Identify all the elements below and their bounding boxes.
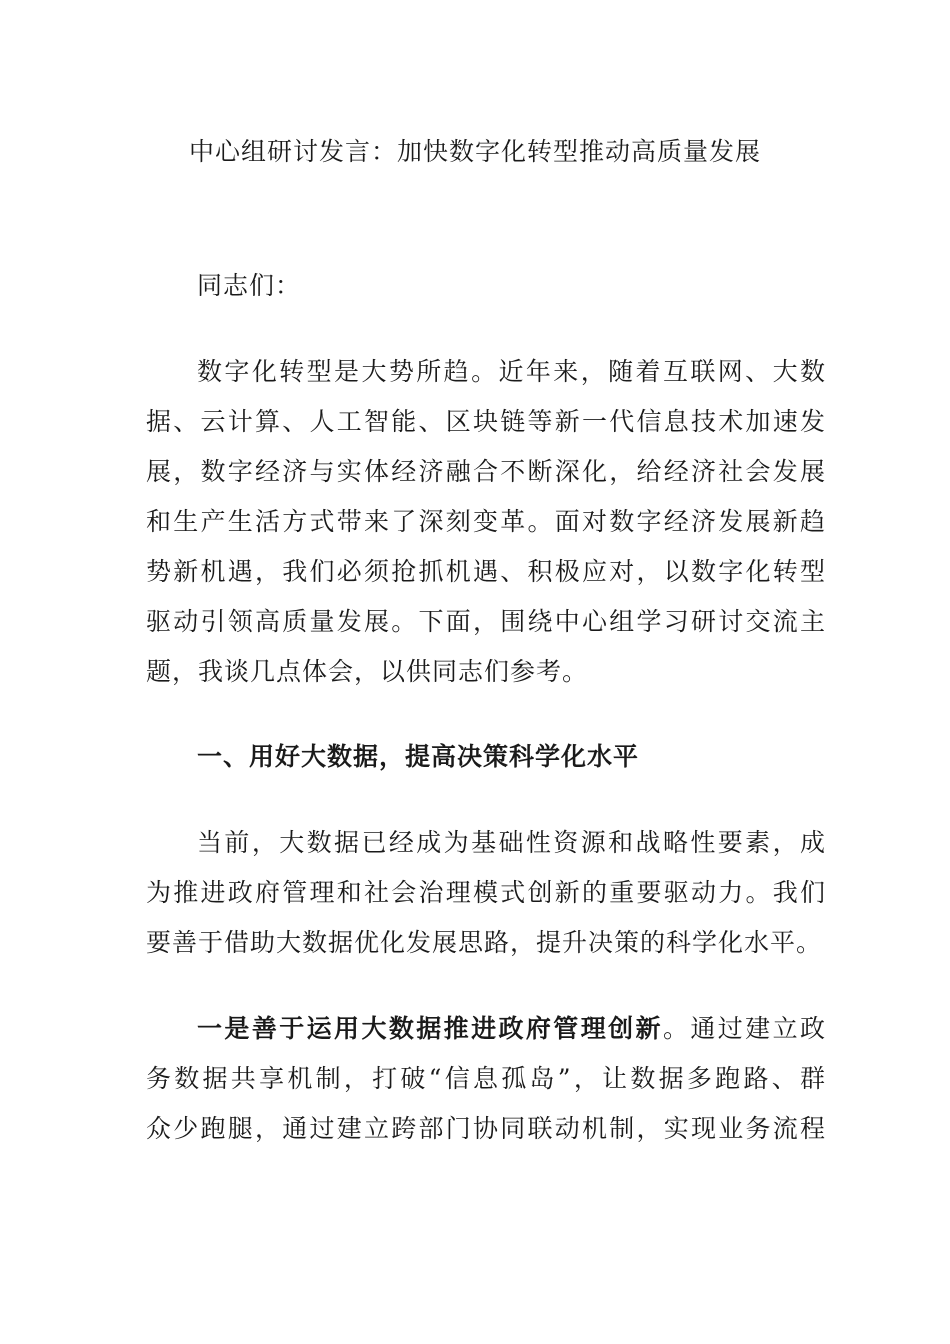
paragraph-line	[146, 1004, 826, 1054]
paragraph-line: 众少跑腿，通过建立跨部门协同联动机制，实现业务流程	[146, 1114, 826, 1143]
paragraph-line: 展，数字经济与实体经济融合不断深化，给经济社会发展	[146, 457, 826, 486]
paragraph-line: 驱动引领高质量发展。下面，围绕中心组学习研讨交流主	[146, 607, 826, 636]
salutation: 同志们：	[197, 271, 302, 300]
section-heading: 一、用好大数据，提高决策科学化水平	[197, 742, 640, 771]
paragraph-line: 题，我谈几点体会，以供同志们参考。	[146, 657, 589, 686]
paragraph-line: 当前，大数据已经成为基础性资源和战略性要素，成	[197, 828, 826, 857]
paragraph-line: 数字化转型是大势所趋。近年来，随着互联网、大数	[197, 357, 826, 386]
paragraph-line: 势新机遇，我们必须抢抓机遇、积极应对，以数字化转型	[146, 557, 826, 586]
document-title: 中心组研讨发言：加快数字化转型推动高质量发展	[188, 137, 761, 166]
point-lead: 一是善于运用大数据推进政府管理创新	[197, 1014, 663, 1043]
section1-paragraph	[146, 818, 826, 968]
paragraph-line: 务数据共享机制，打破“信息孤岛”，让数据多跑路、群	[146, 1064, 826, 1093]
point-lead-rest: 。通过建立政	[662, 1014, 826, 1043]
intro-paragraph	[146, 347, 826, 697]
point1-paragraph	[146, 1004, 826, 1154]
paragraph-line: 要善于借助大数据优化发展思路，提升决策的科学化水平。	[146, 928, 823, 957]
paragraph-line: 据、云计算、人工智能、区块链等新一代信息技术加速发	[146, 407, 826, 436]
paragraph-line: 为推进政府管理和社会治理模式创新的重要驱动力。我们	[146, 878, 826, 907]
paragraph-line: 和生产生活方式带来了深刻变革。面对数字经济发展新趋	[146, 507, 826, 536]
